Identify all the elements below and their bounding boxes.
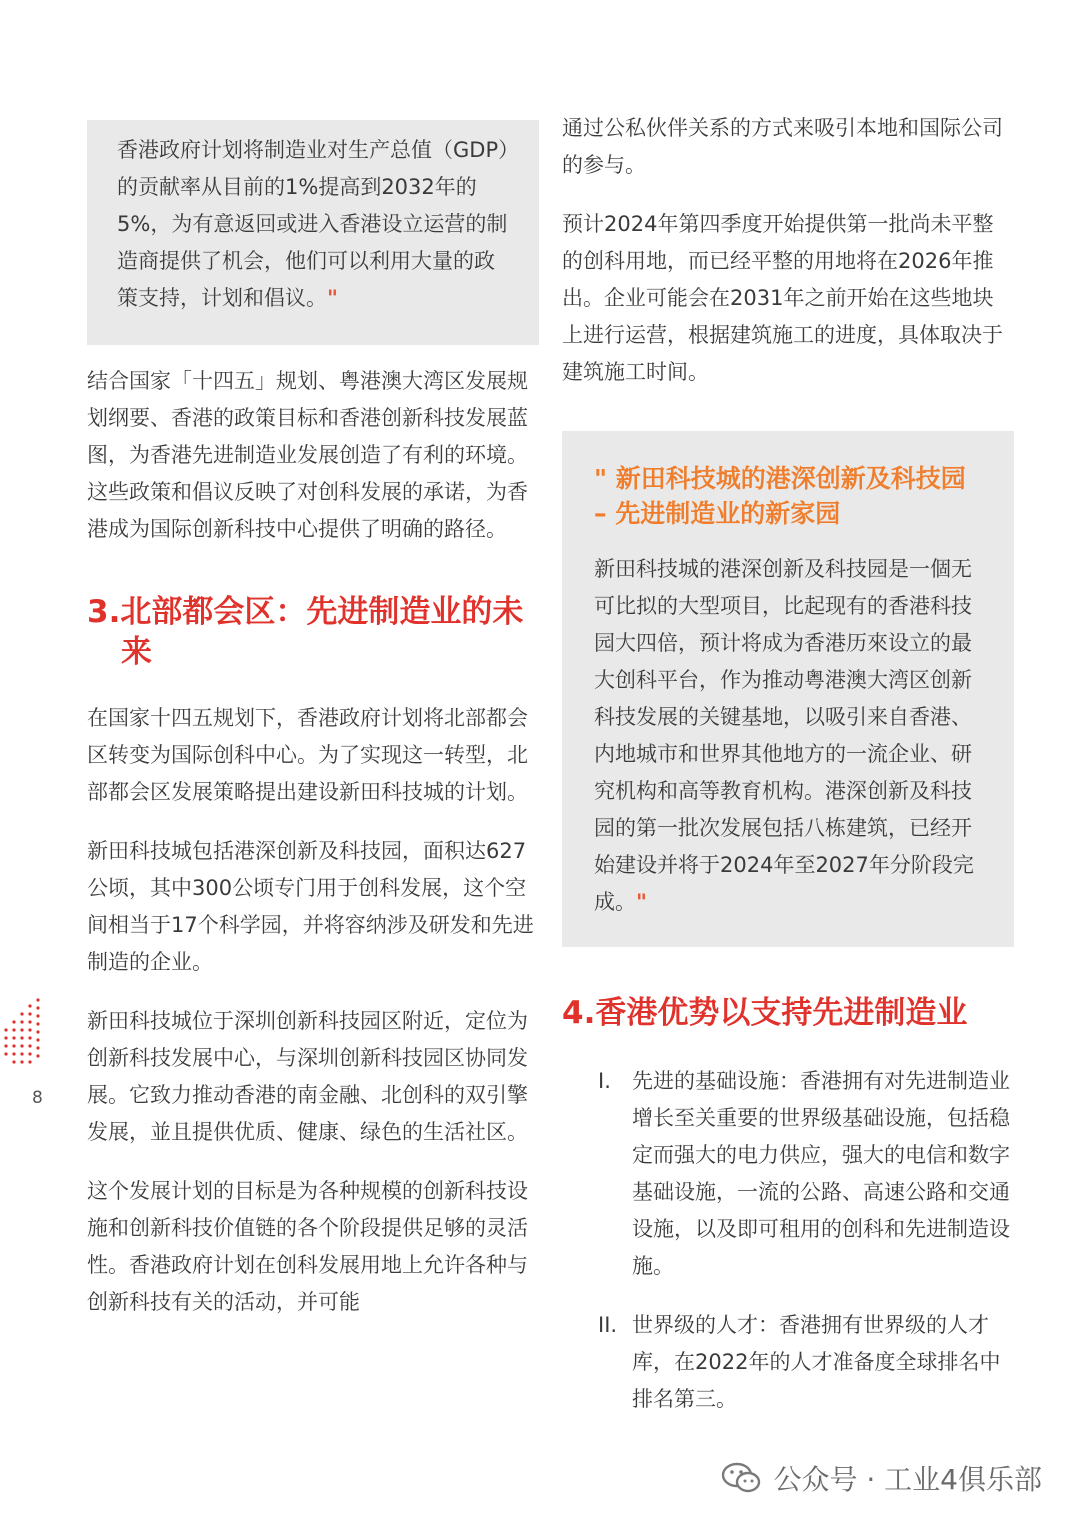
decorative-dots	[0, 996, 50, 1076]
quote-close-mark: "	[327, 286, 338, 310]
highlight-title: " 新田科技城的港深创新及科技园 – 先进制造业的新家园	[594, 464, 966, 528]
list-number: II.	[598, 1313, 618, 1337]
wechat-icon	[721, 1461, 763, 1495]
list-text: 先进的基础设施：香港拥有对先进制造业增长至关重要的世界级基础设施，包括稳定而强大的电力供应，强大的电信和数字基础设施，一流的公路、高速公路和交通设施，以及即可租用的创科和先进制造设施。	[632, 1069, 1010, 1278]
paragraph-northern-metropolis: 在国家十四五规划下，香港政府计划将北部都会区转变为国际创科中心。为了实现这一转型，北部都会区发展策略提出建设新田科技城的计划。	[87, 706, 528, 804]
quote-text: 香港政府计划将制造业对生产总值（GDP）的贡献率从目前的1%提高到2032年的5%，为有意返回或进入香港设立运营的制造商提供了机会，他们可以利用大量的政策支持，计划和倡议。	[117, 138, 509, 310]
paragraph-partnership: 通过公私伙伴关系的方式来吸引本地和国际公司的参与。	[562, 116, 1003, 177]
list-text: 世界级的人才：香港拥有世界级的人才库，在2022年的人才准备度全球排名中排名第三。	[632, 1313, 1001, 1411]
paragraph-location: 新田科技城位于深圳创新科技园区附近，定位为创新科技发展中心，与深圳创新科技园区协同发展。它致力推动香港的南金融、北创科的双引擎发展，並且提供优质、健康、绿色的生活社区。	[87, 1009, 528, 1144]
paragraph-goal: 这个发展计划的目标是为各种规模的创新科技设施和创新科技价值链的各个阶段提供足够的灵活性。香港政府计划在创科发展用地上允许各种与创新科技有关的活动，并可能	[87, 1179, 528, 1314]
highlight-open-mark: "	[594, 464, 608, 493]
left-column	[87, 120, 539, 1343]
paragraph-timeline: 预计2024年第四季度开始提供第一批尚未平整的创科用地，而已经平整的用地将在2026年推出。企业可能会在2031年之前开始在这些地块上进行运营，根据建筑施工的进度，具体取决于建筑施工时间。	[562, 212, 1003, 384]
right-column	[562, 110, 1014, 1440]
paragraph-area: 新田科技城包括港深创新及科技园，面积达627公顷，其中300公顷专门用于创科发展，这个空间相当于17个科学园，并将容纳涉及研发和先进制造的企业。	[87, 839, 534, 974]
section-heading-3: 3.北部都会区：先进制造业的未来	[87, 594, 524, 670]
section-heading-4: 4.香港优势以支持先进制造业	[562, 995, 968, 1031]
page-number: 8	[32, 1088, 43, 1108]
list-item	[562, 1063, 1014, 1285]
footer-watermark	[721, 1458, 1042, 1498]
list-number: I.	[598, 1069, 611, 1093]
quote-box	[87, 120, 539, 345]
highlight-close-mark: "	[636, 890, 647, 914]
footer-text: 公众号 · 工业4俱乐部	[773, 1463, 1042, 1496]
paragraph-policy: 结合国家「十四五」规划、粤港澳大湾区发展规划纲要、香港的政策目标和香港创新科技发展蓝图，为香港先进制造业发展创造了有利的环境。这些政策和倡议反映了对创科发展的承诺，为香港成为国际创新科技中心提供了明确的路径。	[87, 369, 528, 541]
advantages-list	[562, 1063, 1014, 1418]
highlight-box	[562, 431, 1014, 947]
list-item	[562, 1307, 1014, 1418]
highlight-body: 新田科技城的港深创新及科技园是一個无可比拟的大型项目，比起现有的香港科技园大四倍，预计将成为香港历來设立的最大创科平台，作为推动粤港澳大湾区创新科技发展的关键基地，以吸引来自香港、内地城市和世界其他地方的一流企业、研究机构和高等教育机构。港深创新及科技园的第一批次发展包括八栋建筑，已经开始建设并将于2024年至2027年分阶段完成。	[594, 557, 974, 914]
